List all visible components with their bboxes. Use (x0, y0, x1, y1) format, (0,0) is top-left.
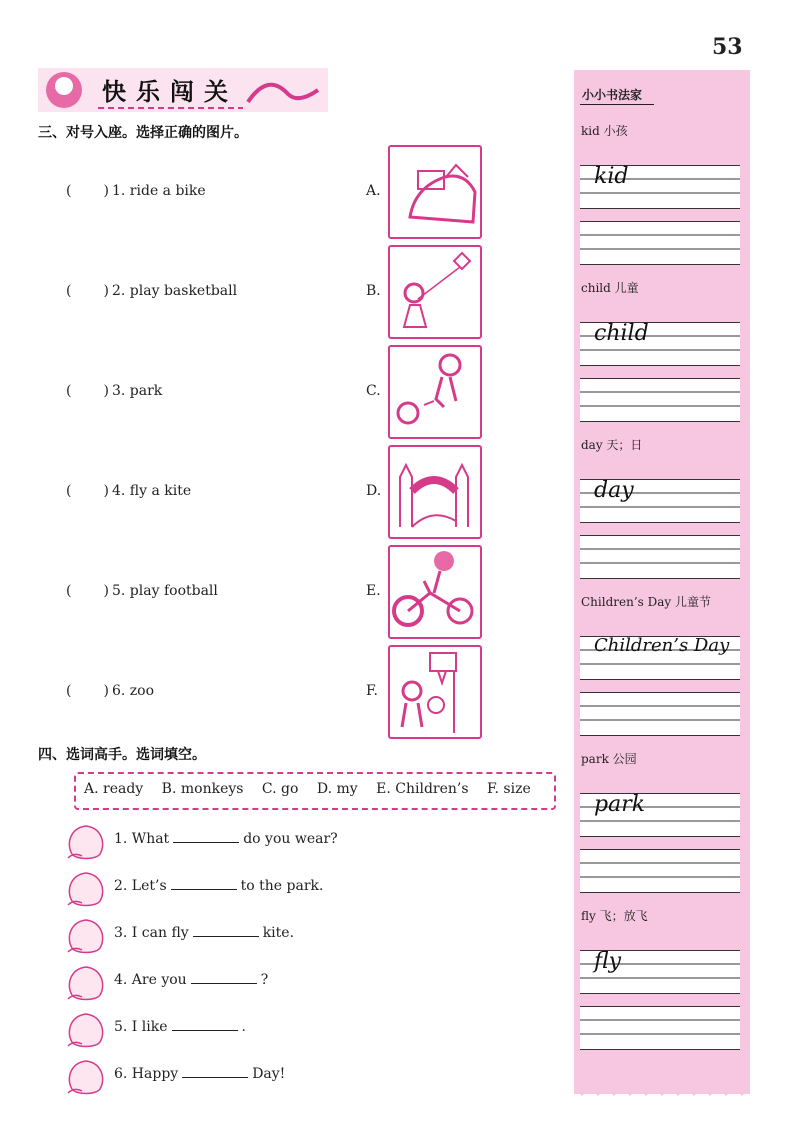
answer-blank[interactable] (193, 924, 259, 937)
practice-writing-lines[interactable] (580, 373, 740, 427)
question-item (66, 583, 218, 599)
vocab-label: day 天；日 (581, 438, 643, 452)
calligraphy-title: 小小书法家 (582, 88, 643, 102)
peach-icon (62, 869, 110, 909)
peach-icon (62, 1010, 110, 1050)
answer-blank[interactable] (191, 971, 257, 984)
answer-blank[interactable] (171, 877, 237, 890)
question-text: 4. fly a kite (112, 483, 192, 499)
fill-in-sentence: 2. Let’s to the park. (114, 878, 324, 894)
option-letter: A. (366, 183, 381, 199)
option-letter: B. (366, 283, 381, 299)
question-text: 2. play basketball (112, 283, 238, 299)
word-option: E. Children’s (376, 781, 469, 797)
fill-in-sentence: 4. Are you ? (114, 972, 269, 988)
answer-blank[interactable] (172, 1018, 238, 1031)
answer-paren[interactable]: ( ) (66, 583, 109, 599)
word-bank-items (84, 781, 531, 797)
title-underline (580, 104, 654, 105)
answer-paren[interactable]: ( ) (66, 283, 109, 299)
model-word: Children’s Day (594, 635, 730, 656)
answer-paren[interactable]: ( ) (66, 383, 109, 399)
word-option: B. monkeys (161, 781, 244, 797)
question-item (66, 683, 154, 699)
answer-blank[interactable] (173, 830, 239, 843)
vocab-label: park 公园 (581, 752, 637, 766)
word-option: A. ready (84, 781, 144, 797)
model-word: fly (594, 949, 622, 974)
question-item (66, 483, 191, 499)
vocab-label: kid 小孩 (581, 124, 628, 138)
option-picture[interactable] (388, 545, 482, 639)
option-picture[interactable] (388, 245, 482, 339)
practice-writing-lines[interactable] (580, 216, 740, 270)
option-picture[interactable] (388, 145, 482, 239)
question-item (66, 183, 206, 199)
option-picture[interactable] (388, 445, 482, 539)
football-icon (390, 347, 480, 437)
answer-blank[interactable] (182, 1065, 248, 1078)
peach-icon (62, 1057, 110, 1097)
option-letter: F. (366, 683, 378, 699)
zigzag-edge (574, 1080, 750, 1098)
option-letter: E. (366, 583, 381, 599)
practice-writing-lines[interactable] (580, 687, 740, 741)
vocab-label: Children’s Day 儿童节 (581, 595, 711, 609)
peach-icon (62, 916, 110, 956)
section4-title: 四、选词高手。选词填空。 (38, 747, 206, 763)
answer-paren[interactable]: ( ) (66, 683, 109, 699)
word-option: C. go (261, 781, 299, 797)
question-text: 6. zoo (112, 683, 155, 699)
model-word: day (594, 478, 634, 503)
question-item (66, 383, 162, 399)
answer-paren[interactable]: ( ) (66, 183, 109, 199)
word-option: D. my (316, 781, 358, 797)
vocab-label: fly 飞；放飞 (581, 909, 648, 923)
practice-writing-lines[interactable] (580, 844, 740, 898)
model-word: kid (594, 164, 629, 189)
bike-icon (390, 547, 480, 637)
model-word: child (594, 321, 649, 346)
question-text: 1. ride a bike (112, 183, 206, 199)
section3-title: 三、对号入座。选择正确的图片。 (38, 125, 248, 141)
question-item (66, 283, 237, 299)
option-picture[interactable] (388, 345, 482, 439)
page-title: 快乐闯关 (102, 78, 238, 106)
vocab-label: child 儿童 (581, 281, 639, 295)
practice-writing-lines[interactable] (580, 1001, 740, 1055)
word-option: F. size (487, 781, 531, 797)
kite-icon (390, 247, 480, 337)
practice-writing-lines[interactable] (580, 530, 740, 584)
question-text: 5. play football (112, 583, 218, 599)
peach-icon (62, 963, 110, 1003)
option-picture[interactable] (388, 645, 482, 739)
page-number: 53 (712, 34, 743, 60)
option-letter: C. (366, 383, 381, 399)
model-word: park (594, 792, 646, 817)
fill-in-sentence: 1. What do you wear? (114, 831, 338, 847)
option-letter: D. (366, 483, 382, 499)
fill-in-sentence: 3. I can fly kite. (114, 925, 295, 941)
fill-in-sentence: 6. Happy Day! (114, 1066, 286, 1082)
question-text: 3. park (112, 383, 163, 399)
fill-in-sentence: 5. I like . (114, 1019, 246, 1035)
basketball-icon (390, 647, 480, 737)
answer-paren[interactable]: ( ) (66, 483, 109, 499)
peach-icon (62, 822, 110, 862)
park-icon (390, 147, 480, 237)
zoo-gate-icon (390, 447, 480, 537)
